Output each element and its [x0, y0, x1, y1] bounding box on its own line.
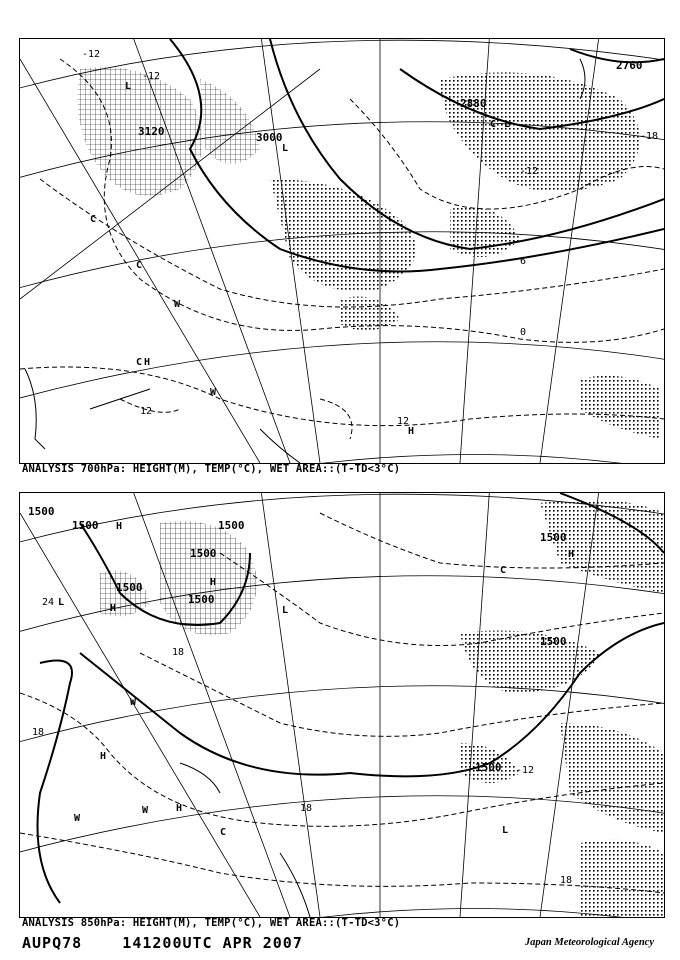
cold-center: C	[490, 119, 497, 130]
high-center: H	[110, 603, 117, 614]
temp-label: 24	[42, 597, 55, 608]
temp-label: 18	[300, 803, 313, 814]
agency-credit: Japan Meteorological Agency	[524, 937, 654, 948]
height-label: 1500	[540, 531, 567, 544]
low-center: L	[58, 597, 65, 608]
warm-center: W	[174, 299, 181, 310]
chart-700hpa	[19, 38, 665, 464]
chart-code: AUPQ78 141200UTC APR 2007	[22, 934, 303, 952]
temp-label: 6	[520, 256, 527, 267]
height-label: 2760	[616, 59, 643, 72]
temp-label: 18	[32, 727, 45, 738]
temp-label: 18	[560, 875, 573, 886]
temp-label: -12	[142, 71, 161, 82]
temp-label: -18	[640, 131, 659, 142]
height-label: 1500	[188, 593, 215, 606]
high-center: H	[100, 751, 107, 762]
high-center: H	[144, 357, 151, 368]
cold-center: C	[136, 260, 143, 271]
high-center: H	[116, 521, 123, 532]
wet-area-hatched	[78, 67, 261, 196]
wet-area-dotted	[460, 500, 664, 917]
temperature-contours	[20, 513, 664, 893]
low-center: L	[125, 81, 132, 92]
low-center: L	[282, 605, 289, 616]
map-850hpa	[20, 493, 664, 917]
caption-850hpa: ANALYSIS 850hPa: HEIGHT(M), TEMP(°C), WET AREA::(T-TD<3°C)	[22, 917, 401, 929]
map-700hpa	[20, 39, 664, 463]
cold-center: C	[500, 565, 507, 576]
high-center: H	[176, 803, 183, 814]
chart-850hpa	[19, 492, 665, 918]
temp-label: 0	[520, 327, 527, 338]
height-label: 1500	[218, 519, 245, 532]
high-center: H	[210, 577, 217, 588]
height-label: 1500	[72, 519, 99, 532]
cold-center: C	[220, 827, 227, 838]
height-label: 3000	[256, 131, 283, 144]
cold-center: C	[136, 357, 143, 368]
warm-center: W	[210, 387, 217, 398]
wet-area-hatched	[100, 521, 257, 635]
warm-center: W	[74, 813, 81, 824]
temp-label: -12	[520, 166, 539, 177]
height-label: 1500	[190, 547, 217, 560]
height-label: 3120	[138, 125, 165, 138]
warm-center: W	[142, 805, 149, 816]
low-center: L	[282, 143, 289, 154]
warm-center: W	[130, 697, 137, 708]
height-label: 1500	[28, 505, 55, 518]
temp-label: 12	[140, 406, 153, 417]
cold-center: C	[90, 214, 97, 225]
temp-label: -12	[82, 49, 101, 60]
height-label: 2880	[460, 97, 487, 110]
temp-label: 18	[172, 647, 185, 658]
temp-label: -12	[516, 765, 535, 776]
height-label: 1500	[540, 635, 567, 648]
height-label: 1500	[475, 761, 502, 774]
coastline	[180, 763, 313, 917]
temp-label: 12	[397, 416, 410, 427]
low-center: L	[504, 119, 511, 130]
high-center: H	[408, 426, 415, 437]
low-center: L	[502, 825, 509, 836]
wet-area-dotted	[270, 72, 660, 439]
high-center: H	[568, 549, 575, 560]
height-label: 1500	[116, 581, 143, 594]
caption-700hpa: ANALYSIS 700hPa: HEIGHT(M), TEMP(°C), WET AREA::(T-TD<3°C)	[22, 463, 401, 475]
